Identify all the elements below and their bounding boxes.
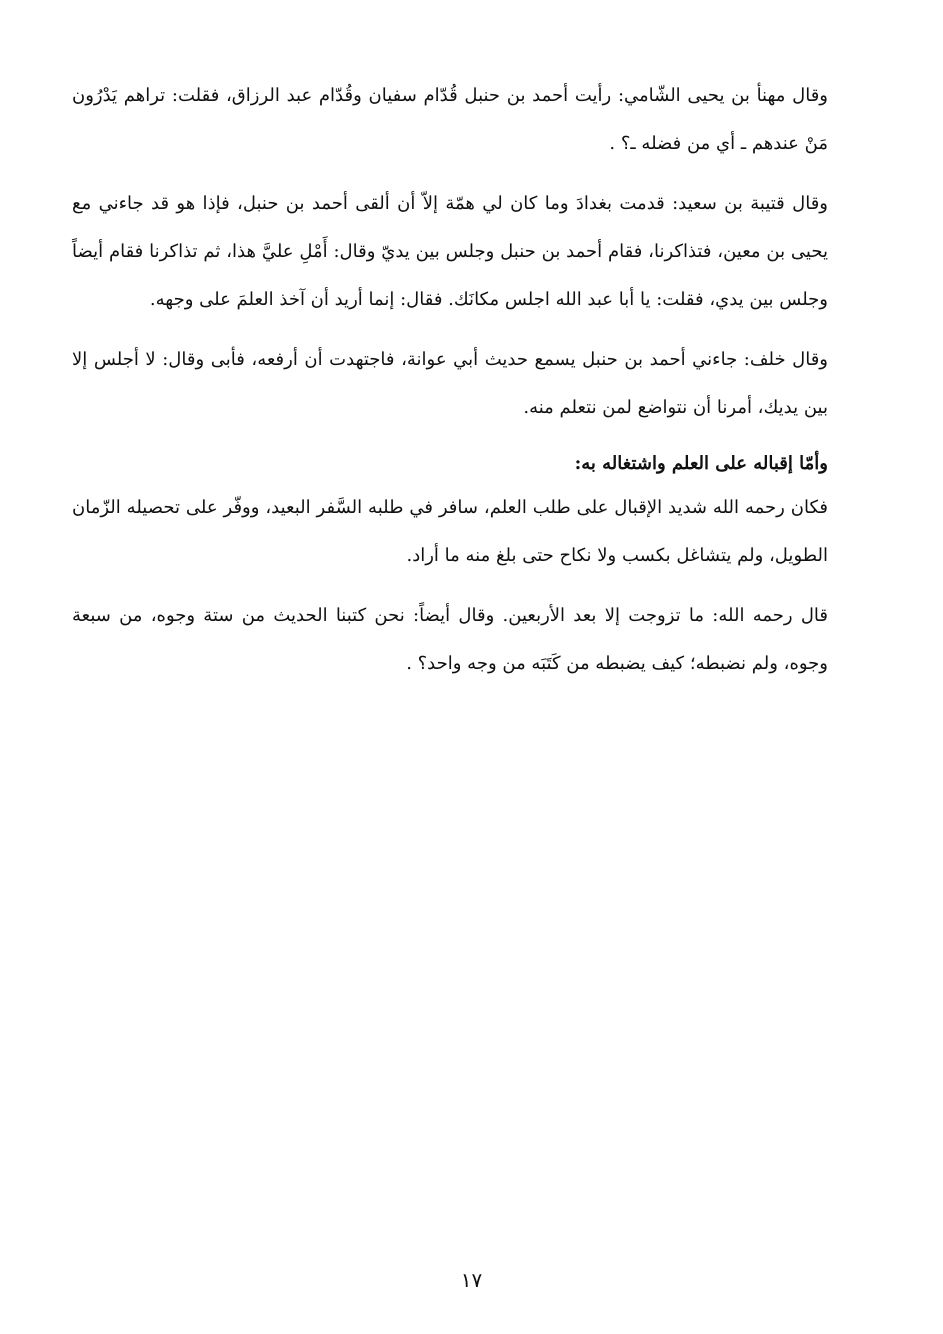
paragraph-khalaf: وقال خلف: جاءني أحمد بن حنبل يسمع حديث أبي عوانة، فاجتهدت أن أرفعه، فأبى وقال: لا أجلس إلا بين يديك، أمرنا أن نتواضع لمن نتعلم منه.	[72, 349, 828, 418]
section-heading: وأمّا إقباله على العلم واشتغاله به:	[574, 453, 828, 474]
body-text	[72, 72, 828, 700]
paragraph-devotion: فكان رحمه الله شديد الإقبال على طلب العلم، سافر في طلبه السَّفر البعيد، ووفّر على تحصيله الزّمان الطويل، ولم يتشاغل بكسب ولا نكاح حتى بلغ منه ما أراد.	[72, 497, 828, 566]
page-number: ١٧	[460, 1268, 483, 1292]
paragraph-mohanna: وقال مهنأ بن يحيى الشّامي: رأيت أحمد بن حنبل قُدّام سفيان وقُدّام عبد الرزاق، فقلت: تراهم يَدْرُون مَنْ عندهم ـ أي من فضله ـ؟ .	[72, 85, 828, 154]
paragraph-marriage: قال رحمه الله: ما تزوجت إلا بعد الأربعين. وقال أيضاً: نحن كتبنا الحديث من ستة وجوه، من سبعة وجوه، ولم نضبطه؛ كيف يضبطه من كَتَبَه من وجه واحد؟ .	[72, 605, 828, 674]
paragraph-qutaybah: وقال قتيبة بن سعيد: قدمت بغدادَ وما كان لي همّة إلاّ أن ألقى أحمد بن حنبل، فإذا هو قد جاءني مع يحيى بن معين، فتذاكرنا، فقام أحمد بن حنبل وجلس بين يديّ وقال: أَمْلِ عليَّ هذا، ثم تذاكرنا فقام أيضاً وجلس بين يدي، فقلت: يا أبا عبد الله اجلس مكانَك. فقال: إنما أريد أن آخذ العلمَ على وجهه.	[72, 193, 828, 310]
